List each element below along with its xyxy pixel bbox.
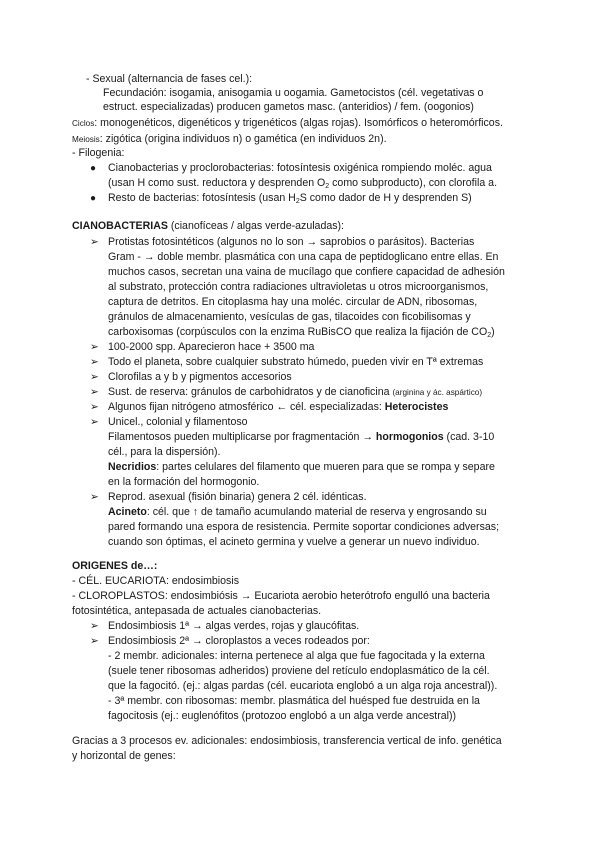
ciano-p8-line-3: pared formando una espora de resistencia. Permite soportar condiciones adversas; bbox=[108, 521, 500, 533]
ciano-p7-line-3: cél., para la dispersión). bbox=[108, 446, 221, 458]
endosimbiosis-2-line-3: que la fagocitó. (ej.: algas pardas (cél. eucariota englobó a un alga roja ancestral)). bbox=[108, 680, 498, 692]
ciano-p7-line-2 bbox=[108, 431, 494, 444]
bullet-icon: ● bbox=[90, 163, 97, 174]
filogenia-b2-post: S como dador de H y desprenden S) bbox=[299, 192, 472, 204]
origenes-heading: ORIGENES de…: bbox=[72, 560, 158, 572]
ciano-heading-bold: CIANOBACTERIAS bbox=[72, 220, 168, 232]
ciano-p1-l7-pre: carboxisomas (corpúsculos con la enzima RuBisCO que realiza la fijación de CO bbox=[108, 326, 488, 338]
filogenia-bullet-1-line-1: Cianobacterias y proclorobacterias: fotosíntesis oxigénica rompiendo moléc. agua bbox=[108, 162, 492, 174]
origenes-cloroplastos-1: - CLOROPLASTOS: endosimbiósis → Eucariota aerobio heterótrofo engulló una bacteria bbox=[72, 590, 490, 602]
ciano-p5-small: (arginina y ác. aspártico) bbox=[392, 388, 483, 397]
filogenia-b1-sub: 2 bbox=[325, 183, 330, 190]
ciano-heading-rest: (cianofíceas / algas verde-azuladas): bbox=[167, 220, 345, 232]
ciano-p6-main: Algunos fijan nitrógeno atmosférico ← cél. especializadas: bbox=[108, 401, 385, 413]
gracias-line-1: Gracias a 3 procesos ev. adicionales: endosimbiosis, transferencia vertical de info. genética bbox=[72, 735, 502, 747]
ciano-p6-bold: Heterocistes bbox=[384, 401, 449, 413]
arrow-bullet-icon: ➢ bbox=[90, 416, 99, 428]
arrow-bullet-icon: ➢ bbox=[90, 371, 99, 383]
ciano-p7-l2-bold: hormogonios bbox=[375, 431, 444, 443]
ciano-p8: Reprod. asexual (fisión binaria) genera 2 cél. idénticas. bbox=[108, 491, 367, 503]
ciano-p1-line-2: Gram - → doble membr. plasmática con una capa de peptidoglicano entre ellas. En bbox=[108, 251, 499, 263]
filogenia-label: - Filogenia: bbox=[72, 147, 125, 159]
arrow-bullet-icon: ➢ bbox=[90, 401, 99, 413]
arrow-bullet-icon: ➢ bbox=[90, 356, 99, 368]
filogenia-bullet-1-line-2 bbox=[108, 177, 497, 190]
arrow-bullet-icon: ➢ bbox=[90, 386, 99, 398]
ciano-p7-line-5: en la formación del hormogonio. bbox=[108, 476, 260, 488]
ciano-p1-l7-sub: 2 bbox=[487, 332, 492, 339]
filogenia-b1-post: como subproducto), con clorofila a. bbox=[329, 177, 498, 189]
fecundacion-line-1: Fecundación: isogamia, anisogamia u oogamia. Gametocistos (cél. vegetativas o bbox=[103, 87, 484, 99]
ciano-p4: Clorofilas a y b y pigmentos accesorios bbox=[108, 371, 292, 383]
arrow-bullet-icon: ➢ bbox=[90, 635, 99, 647]
ciano-p7-l4-post: : partes celulares del filamento que mueren para que se rompa y separe bbox=[156, 461, 495, 473]
ciano-p8-line-4: cuando son óptimas, el acineto germina y vuelve a generar un nuevo individuo. bbox=[108, 536, 480, 548]
sexual-label: - Sexual (alternancia de fases cel.): bbox=[86, 73, 253, 85]
endosimbiosis-2: Endosimbiosis 2ª → cloroplastos a veces rodeados por: bbox=[108, 635, 370, 647]
ciano-p8-l2-bold: Acineto bbox=[108, 506, 147, 518]
ciano-p8-l2-post: : cél. que ↑ de tamaño acumulando material de reserva y engrosando su bbox=[146, 506, 487, 518]
endosimbiosis-2-line-5: fagocitosis (ej.: euglenófitos (protozoo englobó a un alga verde ancestral)) bbox=[108, 710, 457, 722]
endosimbiosis-1: Endosimbiosis 1ª → algas verdes, rojas y glaucófitas. bbox=[108, 620, 360, 632]
filogenia-b2-sub: 2 bbox=[295, 198, 300, 205]
ciano-p7-l2-pre: Filamentosos pueden multiplicarse por fragmentación → bbox=[108, 431, 376, 443]
meiosis-text: : zigótica (origina individuos n) o gamética (en individuos 2n). bbox=[99, 133, 387, 145]
origenes-eucariota: - CÉL. EUCARIOTA: endosimbiosis bbox=[72, 575, 239, 587]
arrow-bullet-icon: ➢ bbox=[90, 236, 99, 248]
ciano-p1-line-4: al substrato, protección contra radiaciones ultravioletas u otros microorganismos, bbox=[108, 281, 489, 293]
bullet-icon: ● bbox=[90, 193, 97, 204]
ciano-p7: Unicel., colonial y filamentoso bbox=[108, 416, 248, 428]
ciano-p1-line-7 bbox=[108, 326, 495, 339]
endosimbiosis-2-line-4: - 3ª membr. con ribosomas: membr. plasmática del huésped fue destruida en la bbox=[108, 695, 480, 707]
ciano-p1-line-6: gránulos de almacenamiento, vesículas de gas, tilacoides con ficobilisomas y bbox=[108, 311, 471, 323]
ciano-p8-line-2 bbox=[108, 506, 487, 519]
meiosis-label: Meiosis bbox=[72, 135, 100, 144]
filogenia-b2-pre: Resto de bacterias: fotosíntesis (usan H bbox=[108, 192, 296, 204]
filogenia-bullet-2 bbox=[108, 192, 472, 205]
arrow-bullet-icon: ➢ bbox=[90, 491, 99, 503]
fecundacion-line-2: estruct. especializadas) producen gametos masc. (anteridios) / fem. (oogonios) bbox=[103, 101, 474, 113]
ciano-p7-l4-bold: Necridios bbox=[108, 461, 157, 473]
arrow-bullet-icon: ➢ bbox=[90, 341, 99, 353]
ciano-heading bbox=[72, 220, 344, 233]
origenes-cloroplastos-2: fotosintética, antepasada de actuales cianobacterias. bbox=[72, 605, 322, 617]
endosimbiosis-2-line-1: - 2 membr. adicionales: interna pertenece al alga que fue fagocitada y la externa bbox=[108, 650, 485, 662]
ciclos-text: : monogenéticos, digenéticos y trigenéticos (algas rojas). Isomórficos o heteromórficos. bbox=[94, 117, 503, 129]
endosimbiosis-2-line-2: (suele tener ribosomas adheridos) proviene del retículo endoplasmático de la cél. bbox=[108, 665, 490, 677]
ciano-p2: 100-2000 spp. Aparecieron hace + 3500 ma bbox=[108, 341, 315, 353]
ciano-p1-l7-post: ) bbox=[491, 326, 495, 338]
ciano-p1-line-3: muchos casos, secretan una vaina de mucílago que confiere capacidad de adhesión bbox=[108, 266, 505, 278]
filogenia-b1-pre: (usan H como sust. reductora y desprenden O bbox=[108, 177, 326, 189]
meiosis-line bbox=[72, 133, 387, 146]
ciano-p6 bbox=[108, 401, 448, 414]
ciano-p7-l2-post: (cad. 3-10 bbox=[443, 431, 495, 443]
ciano-p1-line-1: Protistas fotosintéticos (algunos no lo son → saprobios o parásitos). Bacterias bbox=[108, 236, 475, 248]
ciano-p5-main: Sust. de reserva: gránulos de carbohidratos y de cianoficina bbox=[108, 386, 393, 398]
ciano-p7-line-4 bbox=[108, 461, 495, 474]
ciano-p3: Todo el planeta, sobre cualquier substrato húmedo, pueden vivir en Tª extremas bbox=[108, 356, 484, 368]
arrow-bullet-icon: ➢ bbox=[90, 620, 99, 632]
gracias-line-2: y horizontal de genes: bbox=[72, 750, 176, 762]
ciano-p1-line-5: captura de detritos. En citoplasma hay una moléc. circular de ADN, ribosomas, bbox=[108, 296, 478, 308]
ciano-p5 bbox=[108, 386, 482, 399]
ciclos-label: Ciclos bbox=[72, 119, 95, 128]
ciclos-line bbox=[72, 117, 503, 130]
